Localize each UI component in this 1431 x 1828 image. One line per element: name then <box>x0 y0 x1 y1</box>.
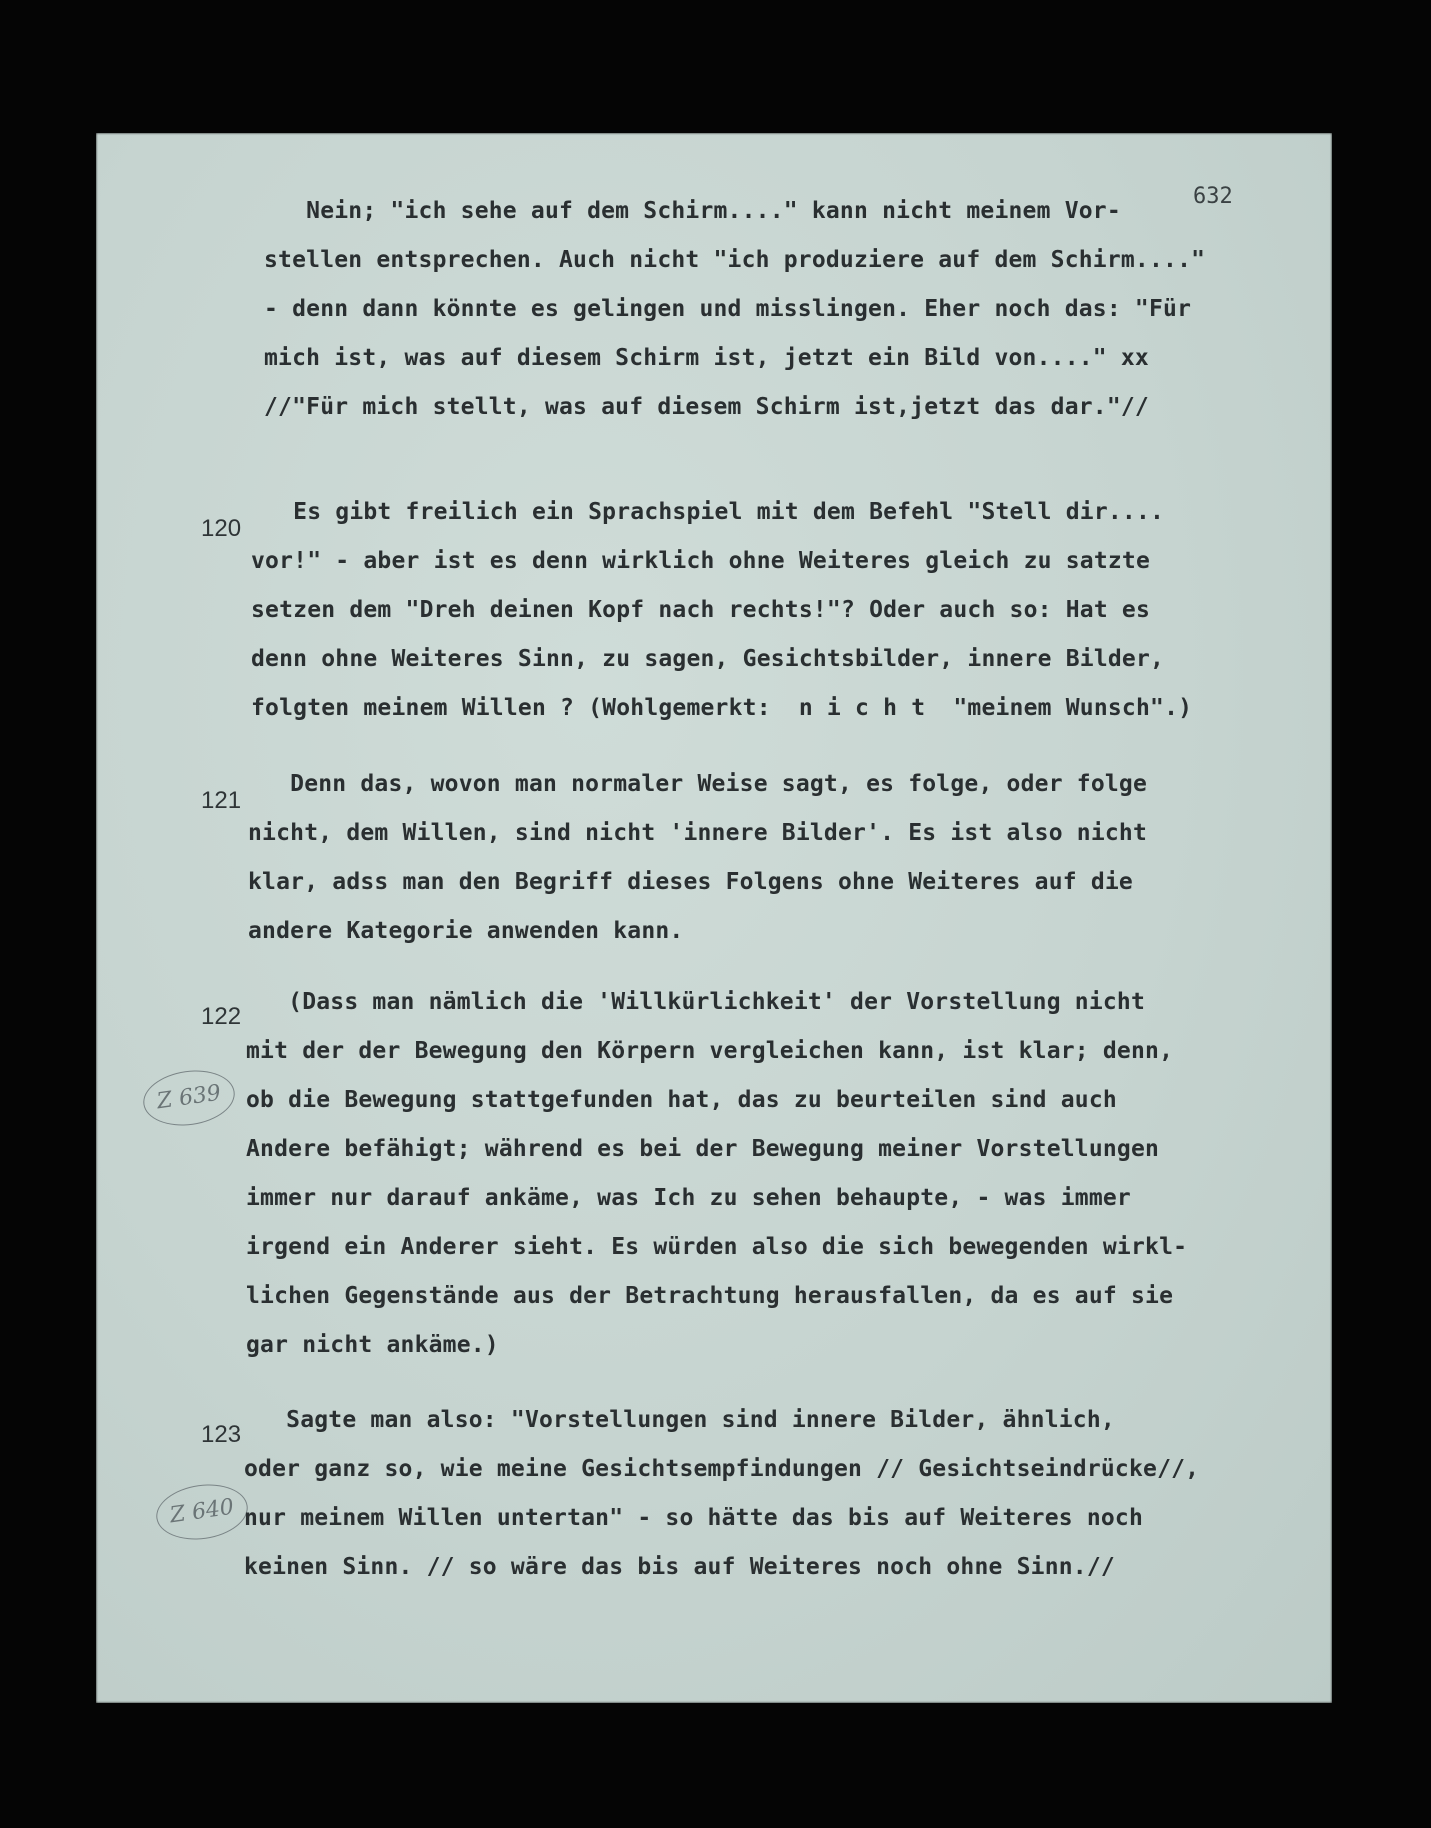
text-line: vor!" - aber ist es denn wirklich ohne Weiteres gleich zu satzte <box>251 548 1151 574</box>
text-line: Nein; "ich sehe auf dem Schirm...." kann nicht meinem Vor- <box>264 198 1121 224</box>
text-line: nur meinem Willen untertan" - so hätte das bis auf Weiteres noch <box>244 1505 1144 1531</box>
section-number: 123 <box>201 1421 242 1448</box>
text-line: immer nur darauf ankäme, was Ich zu sehen behaupte, - was immer <box>246 1185 1131 1211</box>
section-number: 121 <box>201 787 242 814</box>
text-line: setzen dem "Dreh deinen Kopf nach rechts!"? Oder auch so: Hat es <box>251 597 1151 623</box>
text-line: Sagte man also: "Vorstellungen sind innere Bilder, ähnlich, <box>244 1407 1115 1433</box>
text-line: Es gibt freilich ein Sprachspiel mit dem Befehl "Stell dir.... <box>251 499 1165 525</box>
text-line: gar nicht ankäme.) <box>246 1332 499 1358</box>
text-line: klar, adss man den Begriff dieses Folgens ohne Weiteres auf die <box>248 869 1133 895</box>
text-line: //"Für mich stellt, was auf diesem Schirm ist,jetzt das dar."// <box>264 394 1149 420</box>
text-line: denn ohne Weiteres Sinn, zu sagen, Gesichtsbilder, innere Bilder, <box>251 646 1165 672</box>
archive-stamp: Z 640 <box>153 1479 252 1545</box>
text-line: Denn das, wovon man normaler Weise sagt, es folge, oder folge <box>248 771 1148 797</box>
text-line: keinen Sinn. // so wäre das bis auf Weiteres noch ohne Sinn.// <box>244 1554 1115 1580</box>
section-number: 122 <box>201 1003 242 1030</box>
text-line: - denn dann könnte es gelingen und misslingen. Eher noch das: "Für <box>264 296 1192 322</box>
section-number: 120 <box>201 515 242 542</box>
text-line: stellen entsprechen. Auch nicht "ich produziere auf dem Schirm...." <box>264 247 1206 273</box>
text-line: mich ist, was auf diesem Schirm ist, jetzt ein Bild von...." xx <box>264 345 1149 371</box>
text-line: Andere befähigt; während es bei der Bewegung meiner Vorstellungen <box>246 1136 1160 1162</box>
text-line: mit der der Bewegung den Körpern vergleichen kann, ist klar; denn, <box>246 1038 1174 1064</box>
text-line: (Dass man nämlich die 'Willkürlichkeit' der Vorstellung nicht <box>246 989 1146 1015</box>
text-line: ob die Bewegung stattgefunden hat, das zu beurteilen sind auch <box>246 1087 1117 1113</box>
text-line: folgten meinem Willen ? (Wohlgemerkt: n i c h t "meinem Wunsch".) <box>251 695 1193 721</box>
text-line: irgend ein Anderer sieht. Es würden also die sich bewegenden wirkl- <box>246 1234 1188 1260</box>
text-line: nicht, dem Willen, sind nicht 'innere Bilder'. Es ist also nicht <box>248 820 1148 846</box>
text-line: lichen Gegenstände aus der Betrachtung herausfallen, da es auf sie <box>246 1283 1174 1309</box>
text-line: oder ganz so, wie meine Gesichtsempfindungen // Gesichtseindrücke//, <box>244 1456 1200 1482</box>
text-line: andere Kategorie anwenden kann. <box>248 918 684 944</box>
archive-stamp: Z 639 <box>140 1065 239 1131</box>
page-number: 632 <box>1193 184 1233 209</box>
typescript-page <box>96 133 1332 1703</box>
